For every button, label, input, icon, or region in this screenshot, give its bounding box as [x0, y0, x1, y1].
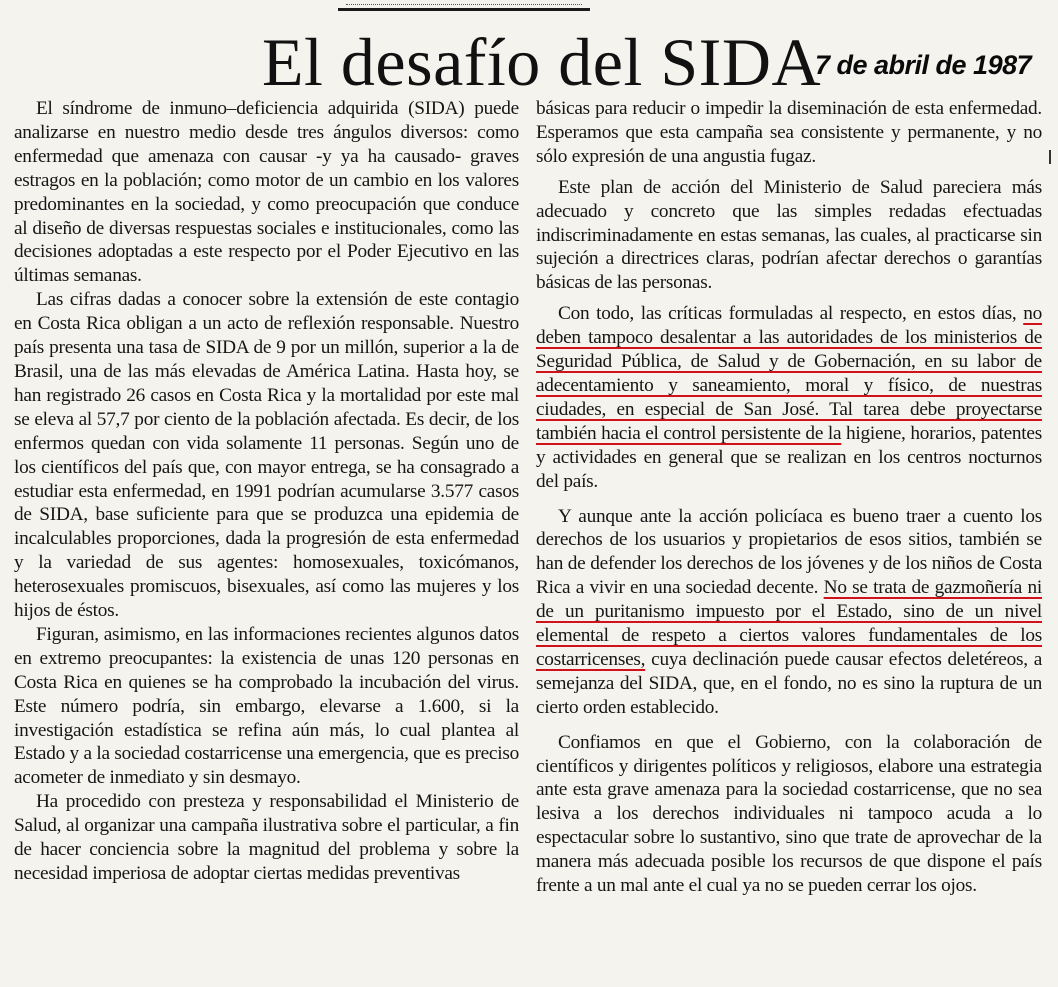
paragraph: Este plan de acción del Ministerio de Salud pareciera más adecuado y concreto que las simples redadas efectuadas indiscriminadamente en estas semanas, las cuales, al practicarse sin sujeción a directrices claras, podrían afectar derechos o garantías básicas de las personas.: [536, 176, 1042, 294]
paragraph: Figuran, asimismo, en las informaciones recientes algunos datos en extremo preocupantes: la existencia de unas 120 personas en Costa Rica en quienes se ha comprobado la incubación del virus. Este número podría, sin embargo, elevarse a 1.600, si la investigación estadística se refina aún más, lo cual plantea al Estado y a la sociedad costarricense una emergencia, que es preciso acometer de inmediato y sin desmayo.: [14, 623, 519, 789]
paragraph-text: higiene, horarios, patentes y actividades en general que se realizan en los centros nocturnos del país.: [536, 422, 1042, 492]
article-title: El desafío del SIDA: [262, 24, 822, 100]
right-column: [536, 97, 1042, 898]
paragraph: El síndrome de inmuno–deficiencia adquirida (SIDA) puede analizarse en nuestro medio desde tres ángulos diversos: como enfermedad que amenaza con causar -y ya ha causado- graves estragos en la población; como motor de un cambio en los valores predominantes en la sociedad, y como preocupación que conduce al diseño de diversas respuestas sociales e institucionales, como las decisiones adoptadas a este respecto por el Poder Ejecutivo en las últimas semanas.: [14, 98, 519, 287]
margin-mark: [1049, 150, 1051, 164]
highlighted-passage: no deben tampoco desalentar a las autoridades de los ministerios de Seguridad Pública, de Salud y de Gobernación, en su labor de adecentamiento y saneamiento, moral y físico, de nuestras ciudades, en especial de San José. Tal tarea debe proyectarse también hacia el control persistente de la: [536, 303, 1043, 444]
paragraph: Ha procedido con presteza y responsabilidad el Ministerio de Salud, al organizar una campaña ilustrativa sobre el particular, a fin de hacer conciencia sobre la magnitud del problema y sobre la necesidad imperiosa de adoptar ciertas medidas preventivas: [14, 791, 519, 884]
paragraph: Las cifras dadas a conocer sobre la extensión de este contagio en Costa Rica obligan a un acto de reflexión responsable. Nuestro país presenta una tasa de SIDA de 9 por un millón, superior a la de Brasil, una de las más elevadas de América Latina. Hasta hoy, se han registrado 26 casos en Costa Rica y la mortalidad por este mal se eleva al 57,7 por ciento de la población afectada. Es decir, de los enfermos quedan con vida solamente 11 personas. Según uno de los científicos del país que, con mayor entrega, se ha consagrado a estudiar esta enfermedad, en 1991 podrían acumularse 3.577 casos de SIDA, base suficiente para que se produzca una epidemia de incalculables proporciones, dada la progresión de esta enfermedad y la variedad de sus agentes: homosexuales, toxicómanos, heterosexuales promiscuos, bisexuales, así como las mujeres y los hijos de éstos.: [14, 289, 519, 622]
paragraph-text: Con todo, las críticas formuladas al respecto, en estos días,: [558, 303, 1017, 325]
article-date: 7 de abril de 1987: [815, 50, 1032, 80]
masthead-rule: [338, 0, 590, 11]
paragraph: Confiamos en que el Gobierno, con la colaboración de científicos y dirigentes políticos y religiosos, elabore una estrategia ante esta grave amenaza para la sociedad costarricense, que no sea lesiva a los derechos individuales ni tampoco acuda a lo espectacular sobre lo sustantivo, sino que trate de aprovechar de la manera más adecuada posible los recursos de que dispone el país frente a un mal ante el cual ya no se pueden cerrar los ojos.: [536, 731, 1042, 897]
paragraph-with-highlight: [536, 302, 1042, 493]
paragraph-continuation: básicas para reducir o impedir la diseminación de esta enfermedad. Esperamos que esta campaña sea consistente y permanente, y no sólo expresión de una angustia fugaz.: [536, 98, 1042, 167]
paragraph-text: cuya declinación puede causar efectos deletéreos, a semejanza del SIDA, que, en el fondo, no es sino la ruptura de un cierto orden establecido.: [536, 648, 1042, 718]
paragraph-with-highlight: [536, 505, 1042, 720]
highlighted-passage: No se trata de gazmoñería ni de un puritanismo impuesto por el Estado, sino de un nivel elemental de respeto a ciertos valores fundamentales de los costarricenses,: [536, 577, 1042, 670]
left-column: [14, 97, 519, 886]
paragraph-text: Y aunque ante la acción policíaca es bueno traer a cuento los derechos de los usuarios y propietarios de esos sitios, también se han de defender los derechos de los jóvenes y de los niños de Costa Rica a vivir en una sociedad decente.: [536, 505, 1042, 599]
